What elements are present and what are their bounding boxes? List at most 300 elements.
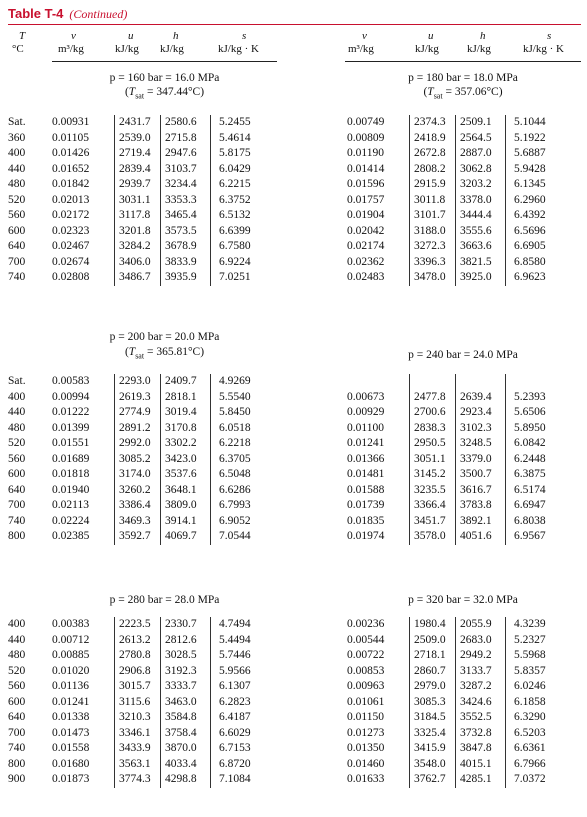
cell-s: 6.6905: [514, 240, 546, 252]
cell-s: 4.7494: [219, 618, 251, 630]
cell-h: 2330.7: [161, 617, 211, 633]
cell-v: 0.01974: [347, 530, 385, 542]
table-row: [48, 772, 266, 788]
cell-h: 2923.4: [456, 405, 506, 421]
table-row: [343, 146, 561, 162]
cell-u: 3174.0: [115, 467, 161, 483]
col-s-unit-left: kJ/kg · K: [218, 43, 259, 55]
cell-v: 0.01399: [52, 421, 90, 434]
cell-h: 3732.8: [456, 726, 506, 742]
cell-u: 3115.6: [115, 695, 161, 711]
temperature-cell: 400: [8, 390, 26, 403]
temperature-cell: 700: [8, 255, 26, 268]
cell-h: 2639.4: [456, 390, 506, 406]
temperature-cell: 640: [8, 711, 26, 723]
temperature-cell: 560: [8, 680, 26, 692]
temperature-cell: 560: [8, 452, 26, 465]
data-table-240bar: [343, 374, 561, 545]
table-row: [343, 498, 561, 514]
table-row: [48, 452, 266, 468]
cell-s: 5.7446: [219, 649, 251, 661]
cell-s: 6.9567: [514, 530, 546, 542]
col-h-symbol-left: h: [173, 30, 179, 42]
cell-v: 0.00583: [52, 375, 90, 387]
col-u-unit-right: kJ/kg: [415, 43, 439, 55]
table-row: [343, 162, 561, 178]
table-row: [343, 514, 561, 530]
cell-h: 3302.2: [161, 436, 211, 452]
table-row: [343, 436, 561, 452]
cell-u: 3235.5: [410, 483, 456, 499]
cell-u: 3011.8: [410, 193, 456, 209]
cell-u: 3415.9: [410, 741, 456, 757]
col-v-symbol-right: v: [362, 30, 367, 42]
col-t-unit: °C: [12, 43, 24, 55]
cell-h: 3019.4: [161, 405, 211, 421]
temperature-cell: Sat.: [8, 375, 26, 387]
cell-s: 6.6361: [514, 742, 546, 754]
cell-s: 6.4187: [219, 711, 251, 723]
cell-s: 6.1307: [219, 680, 251, 692]
cell-s: 6.7993: [219, 499, 251, 511]
cell-u: 2774.9: [115, 405, 161, 421]
col-t-symbol: T: [19, 30, 26, 42]
cell-h: 3648.1: [161, 483, 211, 499]
data-table-160bar: [48, 115, 266, 286]
cell-h: 3616.7: [456, 483, 506, 499]
temperature-cell: 700: [8, 726, 26, 739]
cell-v: 0.00809: [347, 131, 385, 144]
cell-s: 4.3239: [514, 618, 546, 630]
cell-s: 5.8175: [219, 147, 251, 159]
cell-u: 3774.3: [115, 772, 161, 788]
temperature-cell: 520: [8, 437, 26, 449]
table-row: [48, 405, 266, 421]
cell-v: 0.01633: [347, 773, 385, 785]
table-row: [48, 162, 266, 178]
table-row: [343, 390, 561, 406]
table-row: [48, 421, 266, 437]
col-u-symbol-left: u: [128, 30, 134, 42]
cell-s: 6.8580: [514, 255, 546, 268]
cell-h: 2818.1: [161, 390, 211, 406]
temperature-cell: 400: [8, 147, 26, 159]
table-row: [48, 664, 266, 680]
table-row: [48, 131, 266, 147]
table-row: [48, 741, 266, 757]
cell-v: 0.02362: [347, 255, 385, 268]
cell-u: 3451.7: [410, 514, 456, 530]
cell-h: 2949.2: [456, 648, 506, 664]
table-row: [48, 208, 266, 224]
cell-h: 3103.7: [161, 162, 211, 178]
cell-v: 0.02483: [347, 271, 385, 283]
cell-h: 3663.6: [456, 239, 506, 255]
temperature-cell: 800: [8, 757, 26, 770]
cell-v: 0.01273: [347, 726, 385, 739]
data-table-320bar: [343, 617, 561, 788]
cell-s: 7.1084: [219, 773, 251, 785]
table-row: [48, 390, 266, 406]
table-row: [343, 452, 561, 468]
cell-s: 6.3875: [514, 468, 546, 480]
cell-u: 2906.8: [115, 664, 161, 680]
cell-u: 2808.2: [410, 162, 456, 178]
col-u-symbol-right: u: [428, 30, 434, 42]
cell-s: 6.2448: [514, 452, 546, 465]
cell-u: 2418.9: [410, 131, 456, 147]
cell-v: 0.02224: [52, 514, 90, 527]
cell-u: 3592.7: [115, 529, 161, 545]
cell-u: 3188.0: [410, 224, 456, 240]
temperature-cell: 640: [8, 240, 26, 252]
temperature-cell: 600: [8, 224, 26, 237]
temperature-cell: 480: [8, 649, 26, 661]
table-row: [343, 239, 561, 255]
cell-v: 0.00885: [52, 649, 90, 661]
cell-u: 2700.6: [410, 405, 456, 421]
cell-s: 6.7966: [514, 757, 546, 770]
cell-s: 6.6399: [219, 224, 251, 237]
cell-h: 2812.6: [161, 633, 211, 649]
cell-h: 3537.6: [161, 467, 211, 483]
cell-h: 3444.4: [456, 208, 506, 224]
cell-h: 3203.2: [456, 177, 506, 193]
temperature-cell: 520: [8, 664, 26, 677]
cell-u: 2539.0: [115, 131, 161, 147]
cell-u: 3548.0: [410, 757, 456, 773]
cell-u: 3396.3: [410, 255, 456, 271]
cell-h: 3500.7: [456, 467, 506, 483]
cell-v: 0.01689: [52, 452, 90, 465]
table-row: [48, 193, 266, 209]
temperature-column-3: [8, 617, 25, 788]
cell-u: 2915.9: [410, 177, 456, 193]
cell-v: 0.01136: [52, 680, 89, 692]
pressure-heading-160: p = 160 bar = 16.0 MPa: [109, 72, 220, 84]
pressure-heading-200: p = 200 bar = 20.0 MPa: [109, 331, 220, 343]
cell-u: 2939.7: [115, 177, 161, 193]
cell-h: 3062.8: [456, 162, 506, 178]
temperature-cell: 480: [8, 178, 26, 190]
cell-v: 0.01588: [347, 483, 385, 496]
cell-h: 4033.4: [161, 757, 211, 773]
table-row: [48, 726, 266, 742]
cell-h: 2580.6: [161, 115, 211, 131]
cell-u: 3563.1: [115, 757, 161, 773]
table-row: [343, 421, 561, 437]
temperature-cell: 520: [8, 193, 26, 206]
cell-h: 2683.0: [456, 633, 506, 649]
tsat-heading-160: $(T_{sat} = 347.44^\circ C)$: [124, 86, 205, 101]
cell-h: 3847.8: [456, 741, 506, 757]
cell-v: 0.00712: [52, 633, 90, 646]
cell-v: 0.01366: [347, 452, 385, 465]
cell-v: 0.01061: [347, 695, 385, 708]
cell-s: 7.0372: [514, 773, 546, 785]
cell-h: 3378.0: [456, 193, 506, 209]
pressure-heading-280: p = 280 bar = 28.0 MPa: [109, 594, 220, 606]
temperature-cell: 360: [8, 131, 26, 144]
cell-h: 3424.6: [456, 695, 506, 711]
cell-v: 0.01757: [347, 193, 385, 206]
table-row: [48, 514, 266, 530]
cell-s: 6.1345: [514, 178, 546, 190]
cell-u: 3201.8: [115, 224, 161, 240]
cell-u: 2992.0: [115, 436, 161, 452]
cell-s: 6.9623: [514, 271, 546, 283]
cell-v: 0.01818: [52, 468, 90, 480]
cell-h: 3678.9: [161, 239, 211, 255]
table-row: [343, 208, 561, 224]
cell-u: 2619.3: [115, 390, 161, 406]
cell-s: 6.6947: [514, 499, 546, 511]
cell-h: 3465.4: [161, 208, 211, 224]
cell-s: 6.4392: [514, 209, 546, 221]
table-row: [343, 131, 561, 147]
cell-h: 2509.1: [456, 115, 506, 131]
table-row: [48, 710, 266, 726]
cell-s: 5.5540: [219, 390, 251, 403]
cell-v: 0.01241: [347, 437, 385, 449]
table-row: [48, 483, 266, 499]
cell-u: 2979.0: [410, 679, 456, 695]
cell-s: 6.2960: [514, 193, 546, 206]
cell-u: 2838.3: [410, 421, 456, 437]
cell-v: 0.00673: [347, 390, 385, 403]
cell-h: 4069.7: [161, 529, 211, 545]
cell-v: 0.01558: [52, 742, 90, 754]
cell-s: 4.9269: [219, 375, 251, 387]
cell-h: 3783.8: [456, 498, 506, 514]
cell-h: 3234.4: [161, 177, 211, 193]
cell-s: 5.4494: [219, 633, 251, 646]
cell-h: 3353.3: [161, 193, 211, 209]
col-h-unit-right: kJ/kg: [467, 43, 491, 55]
table-row: [343, 757, 561, 773]
cell-s: 6.0842: [514, 437, 546, 449]
cell-s: 6.3290: [514, 711, 546, 723]
cell-u: 3015.7: [115, 679, 161, 695]
col-s-unit-right: kJ/kg · K: [523, 43, 564, 55]
cell-s: 5.1922: [514, 131, 546, 144]
temperature-cell: 900: [8, 773, 26, 785]
cell-u: 3486.7: [115, 270, 161, 286]
cell-s: 6.5174: [514, 483, 546, 496]
cell-h: 3133.7: [456, 664, 506, 680]
cell-h: 3584.8: [161, 710, 211, 726]
table-row: [343, 633, 561, 649]
cell-v: 0.00931: [52, 116, 90, 128]
cell-u: 2613.2: [115, 633, 161, 649]
cell-s: 5.6506: [514, 406, 546, 418]
cell-h: 3287.2: [456, 679, 506, 695]
cell-v: 0.01842: [52, 178, 90, 190]
table-row: [343, 772, 561, 788]
temperature-cell: 480: [8, 421, 26, 434]
cell-u: 3478.0: [410, 270, 456, 286]
cell-v: 0.01873: [52, 773, 90, 785]
cell-h: 3821.5: [456, 255, 506, 271]
data-table-200bar: [48, 374, 266, 545]
cell-h: 4285.1: [456, 772, 506, 788]
cell-u: 2780.8: [115, 648, 161, 664]
cell-u: 3085.3: [410, 695, 456, 711]
table-row: [48, 467, 266, 483]
cell-s: 5.8357: [514, 664, 546, 677]
cell-h: 3028.5: [161, 648, 211, 664]
cell-v: 0.00722: [347, 649, 385, 661]
table-row: [48, 436, 266, 452]
cell-s: 7.0544: [219, 530, 251, 542]
cell-v: 0.00994: [52, 390, 90, 403]
table-title: [8, 5, 127, 23]
col-h-symbol-right: h: [480, 30, 486, 42]
cell-s: 6.5132: [219, 209, 251, 221]
table-number: Table T-4: [8, 6, 64, 21]
table-row: [343, 177, 561, 193]
cell-h: 2409.7: [161, 374, 211, 390]
data-table-280bar: [48, 617, 266, 788]
cell-h: 3573.5: [161, 224, 211, 240]
cell-v: 0.01739: [347, 499, 385, 511]
header-rule-left: [52, 61, 277, 62]
cell-v: 0.01460: [347, 757, 385, 770]
cell-h: 4051.6: [456, 529, 506, 545]
cell-s: 6.8720: [219, 757, 251, 770]
cell-v: 0.01680: [52, 757, 90, 770]
cell-v: 0.01473: [52, 726, 90, 739]
cell-u: 3469.3: [115, 514, 161, 530]
cell-s: 5.8450: [219, 406, 251, 418]
cell-v: 0.02323: [52, 224, 90, 237]
table-row: [343, 726, 561, 742]
cell-s: 5.4614: [219, 131, 251, 144]
table-row: [343, 374, 561, 390]
cell-u: 2293.0: [115, 374, 161, 390]
cell-v: 0.00236: [347, 618, 385, 630]
col-v-unit-left: m³/kg: [58, 43, 84, 55]
table-row: [343, 710, 561, 726]
temperature-cell: 600: [8, 695, 26, 708]
temperature-cell: 740: [8, 271, 26, 283]
cell-u: 3184.5: [410, 710, 456, 726]
cell-u: 3346.1: [115, 726, 161, 742]
cell-v: 0.01940: [52, 483, 90, 496]
temperature-cell: 600: [8, 468, 26, 480]
continued-label: (Continued): [69, 7, 128, 21]
cell-s: 5.9428: [514, 162, 546, 175]
cell-s: 6.2215: [219, 178, 251, 190]
col-v-symbol-left: v: [71, 30, 76, 42]
cell-s: 5.8950: [514, 421, 546, 434]
cell-s: 6.7580: [219, 240, 251, 252]
cell-v: 0.01105: [52, 131, 89, 144]
cell-h: 2055.9: [456, 617, 506, 633]
cell-u: 3762.7: [410, 772, 456, 788]
cell-u: 3366.4: [410, 498, 456, 514]
temperature-cell: 440: [8, 162, 26, 175]
cell-h: 3925.0: [456, 270, 506, 286]
cell-h: 3333.7: [161, 679, 211, 695]
cell-v: 0.01426: [52, 147, 90, 159]
col-v-unit-right: m³/kg: [348, 43, 374, 55]
cell-u: 2860.7: [410, 664, 456, 680]
col-s-symbol-right: s: [547, 30, 552, 42]
cell-h: 2887.0: [456, 146, 506, 162]
tsat-heading-180: $(T_{sat} = 357.06^\circ C)$: [423, 86, 503, 101]
temperature-cell: 800: [8, 530, 26, 542]
temperature-cell: 740: [8, 514, 26, 527]
cell-s: 6.5048: [219, 468, 251, 480]
table-row: [48, 633, 266, 649]
col-u-unit-left: kJ/kg: [115, 43, 139, 55]
cell-v: 0.02674: [52, 255, 90, 268]
cell-s: 5.2327: [514, 633, 546, 646]
table-row: [343, 664, 561, 680]
table-row: [48, 270, 266, 286]
cell-s: 6.9224: [219, 255, 251, 268]
cell-v: [343, 374, 410, 390]
temperature-cell: Sat.: [8, 116, 26, 128]
cell-u: 3145.2: [410, 467, 456, 483]
cell-h: 3192.3: [161, 664, 211, 680]
cell-s: 6.5203: [514, 726, 546, 739]
cell-v: 0.02013: [52, 193, 90, 206]
cell-h: 3892.1: [456, 514, 506, 530]
cell-u: [410, 374, 456, 390]
cell-u: 2431.7: [115, 115, 161, 131]
temperature-cell: 700: [8, 499, 26, 511]
cell-h: 3935.9: [161, 270, 211, 286]
header-rule-right: [345, 61, 581, 62]
cell-u: 2672.8: [410, 146, 456, 162]
temperature-cell: 400: [8, 618, 26, 630]
cell-u: 3406.0: [115, 255, 161, 271]
cell-u: 2891.2: [115, 421, 161, 437]
table-row: [48, 498, 266, 514]
cell-s: 6.3705: [219, 452, 251, 465]
temperature-cell: 740: [8, 742, 26, 754]
table-row: [343, 193, 561, 209]
cell-s: 5.5968: [514, 649, 546, 661]
cell-u: 3272.3: [410, 239, 456, 255]
cell-u: 3325.4: [410, 726, 456, 742]
cell-u: 3433.9: [115, 741, 161, 757]
cell-u: 3085.2: [115, 452, 161, 468]
cell-u: 2374.3: [410, 115, 456, 131]
table-row: [343, 617, 561, 633]
cell-h: 3423.0: [161, 452, 211, 468]
cell-v: 0.00963: [347, 680, 385, 692]
table-row: [48, 255, 266, 271]
cell-u: 3101.7: [410, 208, 456, 224]
cell-h: 3552.5: [456, 710, 506, 726]
cell-u: 3210.3: [115, 710, 161, 726]
table-row: [48, 146, 266, 162]
cell-s: 6.9052: [219, 514, 251, 527]
cell-u: 2950.5: [410, 436, 456, 452]
cell-s: 6.0246: [514, 680, 546, 692]
cell-v: 0.01551: [52, 437, 90, 449]
cell-s: 6.8038: [514, 514, 546, 527]
cell-s: 6.2823: [219, 695, 251, 708]
cell-v: 0.02172: [52, 209, 90, 221]
cell-s: 6.7153: [219, 742, 251, 754]
cell-v: 0.00383: [52, 618, 90, 630]
table-row: [48, 529, 266, 545]
cell-h: 3102.3: [456, 421, 506, 437]
